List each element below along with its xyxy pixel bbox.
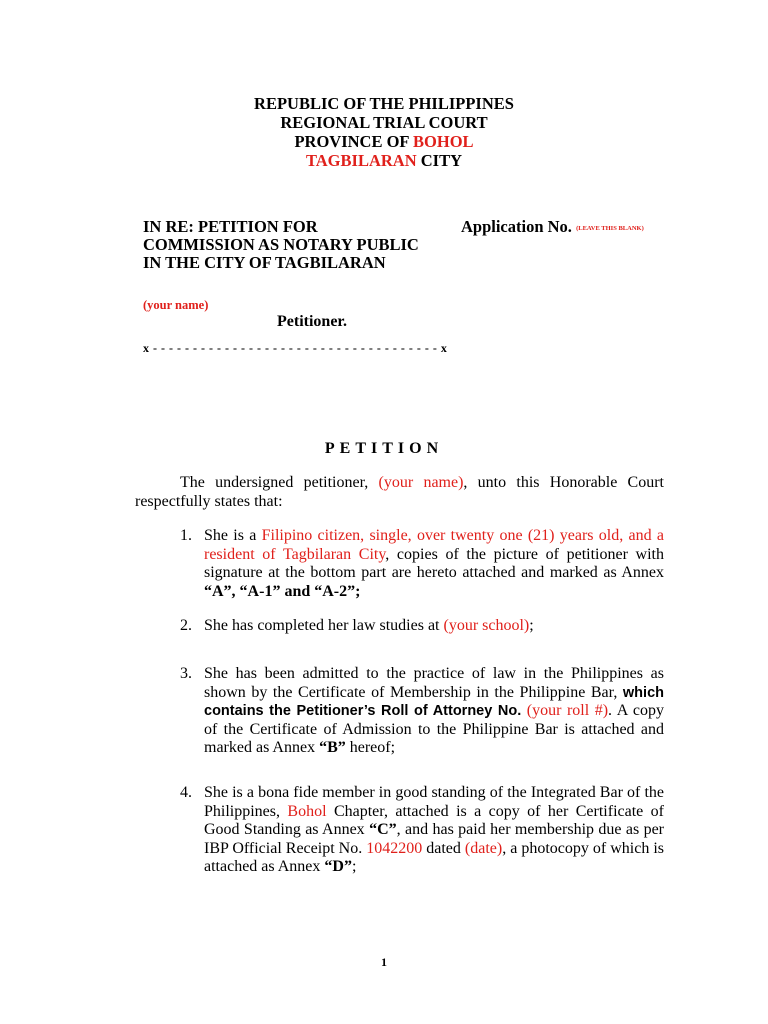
paragraph-4-date: (date) bbox=[464, 839, 503, 857]
paragraph-4-number: 4. bbox=[180, 784, 192, 801]
paragraph-2-school: (your school) bbox=[443, 617, 530, 634]
paragraph-2-text-b: ; bbox=[529, 617, 534, 634]
paragraph-4-text-a: She is a bona fide member in good standing of the Integrated Bar of the Philippines, bbox=[204, 784, 664, 820]
petitioner-name-placeholder: (your name) bbox=[143, 298, 209, 312]
intro-text-b: , unto this Honorable Court respectfully states that: bbox=[135, 474, 664, 510]
paragraph-4-text-b: Chapter, attached is a copy of her Certificate of Good Standing as Annex bbox=[204, 802, 664, 838]
paragraph-3-text-c: hereof; bbox=[345, 739, 396, 756]
case-caption bbox=[143, 218, 419, 272]
court-header bbox=[0, 94, 768, 170]
paragraph-4-receipt-number: 1042200 bbox=[366, 839, 423, 857]
paragraph-2-number: 2. bbox=[180, 617, 192, 634]
caption-line-2: COMMISSION AS NOTARY PUBLIC bbox=[143, 235, 419, 254]
intro-paragraph bbox=[135, 474, 664, 511]
paragraph-4-text-d: dated bbox=[422, 839, 465, 857]
petitioner-label: Petitioner. bbox=[277, 313, 348, 330]
paragraph-4-text-e: , a photocopy of which is attached as Annex bbox=[204, 839, 665, 875]
caption-line-1: IN RE: PETITION FOR bbox=[143, 217, 318, 236]
province-prefix: PROVINCE OF bbox=[294, 132, 414, 151]
application-number bbox=[461, 218, 644, 238]
paragraph-4-text-f: ; bbox=[351, 858, 357, 875]
paragraph-2-text-a: She has completed her law studies at bbox=[204, 617, 444, 634]
paragraph-4-text-c: , and has paid her membership due as per IBP Official Receipt No. bbox=[204, 821, 665, 857]
paragraph-3-text-b: . A copy of the Certificate of Admission to the Philippine Bar is attached and marked as Annex bbox=[204, 702, 665, 756]
paragraph-3 bbox=[180, 665, 664, 758]
city-suffix: CITY bbox=[416, 151, 463, 170]
paragraph-1-number: 1. bbox=[180, 527, 192, 544]
paragraph-1-text-b: , copies of the picture of petitioner with signature at the bottom part are hereto attached and marked as Annex bbox=[204, 545, 664, 581]
header-line-city bbox=[0, 151, 768, 170]
city-name: TAGBILARAN bbox=[305, 151, 417, 170]
paragraph-4-annex-c: “C” bbox=[369, 821, 397, 838]
caption-line-3: IN THE CITY OF TAGBILARAN bbox=[143, 253, 386, 272]
caption-separator: x - - - - - - - - - - - - - - - - - - - - - - - - - - - - - - - - - - - - x bbox=[143, 341, 448, 355]
paragraph-3-roll-number: (your roll #) bbox=[521, 702, 609, 719]
paragraph-1-annex: “A”, “A-1” and “A-2”; bbox=[204, 582, 361, 600]
header-line-court: REGIONAL TRIAL COURT bbox=[280, 113, 488, 132]
paragraph-1-red: Filipino citizen, single, over twenty one (21) years old, and a resident of Tagbilaran City bbox=[204, 527, 664, 563]
paragraph-3-number: 3. bbox=[180, 665, 192, 682]
paragraph-3-roll-label: which contains the Petitioner’s Roll of Attorney No. bbox=[204, 684, 664, 719]
document-title: PETITION bbox=[324, 440, 444, 457]
header-line-republic: REPUBLIC OF THE PHILIPPINES bbox=[254, 94, 514, 113]
intro-text-a: The undersigned petitioner, bbox=[180, 474, 379, 491]
paragraph-4-annex-d: “D” bbox=[324, 858, 352, 875]
paragraph-1 bbox=[180, 527, 664, 601]
paragraph-3-text-a: She has been admitted to the practice of law in the Philippines as shown by the Certificate of Membership in the Philippine Bar, bbox=[204, 665, 664, 701]
application-note: (LEAVE THIS BLANK) bbox=[576, 225, 644, 232]
paragraph-4 bbox=[180, 784, 664, 877]
header-line-province bbox=[0, 132, 768, 151]
province-name: BOHOL bbox=[413, 132, 474, 151]
paragraph-1-text-a: She is a bbox=[204, 527, 262, 544]
page-number: 1 bbox=[381, 955, 387, 969]
paragraph-3-annex: “B” bbox=[319, 739, 346, 756]
intro-name: (your name) bbox=[378, 474, 464, 491]
application-label: Application No. bbox=[461, 217, 572, 236]
paragraph-2 bbox=[180, 617, 664, 636]
paragraph-4-chapter: Bohol bbox=[287, 802, 327, 820]
